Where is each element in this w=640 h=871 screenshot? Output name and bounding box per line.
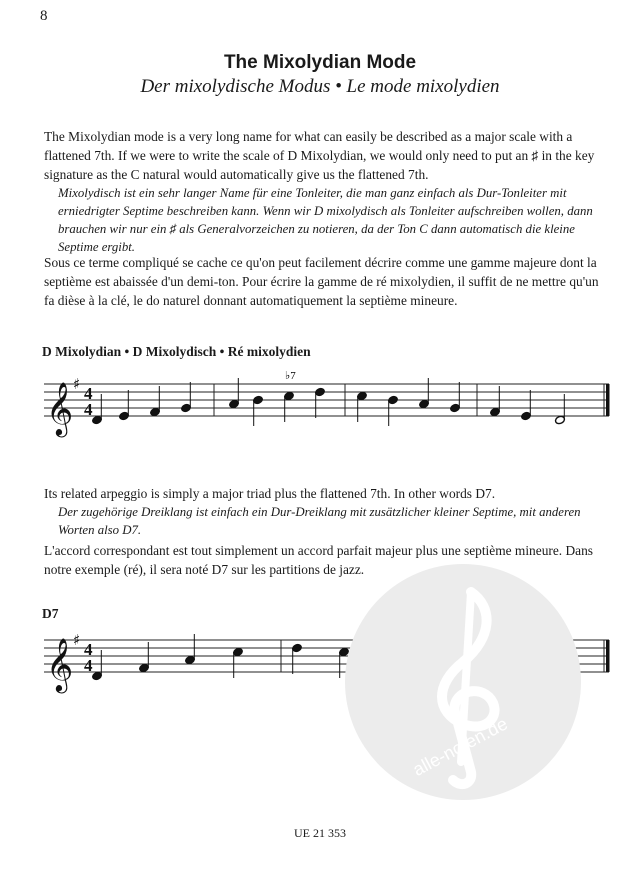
intro-german [58,184,604,256]
watermark-logo [343,562,583,802]
example2-heading: D7 [42,606,59,621]
sharp-symbol: ♯ [169,222,177,236]
final-barline-thick [606,640,610,672]
intro-english-text-1: The Mixolydian mode is a very long name for what can easily be described as a major scale with a flattened 7th. If we were to write the scale of D Mixolydian, we would only need to put an [44,129,573,163]
key-signature-sharp-icon: ♯ [73,631,81,649]
arpeggio-english: Its related arpeggio is simply a major triad plus the flattened 7th. In other words D7. [44,486,496,501]
svg-text:alle-noten.de: alle-noten.de [409,713,511,780]
arpeggio-german: Der zugehörige Dreiklang ist einfach ein Dur-Dreiklang mit zusätzlicher kleiner Septime, mit anderen Worten also D7. [58,505,581,537]
time-signature-bottom: 4 [84,400,93,419]
final-barline-thick [606,384,610,416]
page-subtitle: Der mixolydische Modus • Le mode mixolydien [140,76,500,97]
key-signature-sharp-icon: ♯ [73,375,81,393]
treble-clef-icon: 𝄞 [46,637,74,691]
scale-staff [0,370,640,440]
intro-german-text-2: als Generalvorzeichen zu notieren, da der Ton C dann automatisch die kleine Septime ergibt. [58,222,575,254]
arpeggio-french: L'accord correspondant est tout simplement un accord parfait majeur plus une septième mineure. Dans notre exemple (ré), il sera noté D7 sur les partitions de jazz. [44,543,594,577]
treble-clef-icon: 𝄞 [46,381,74,435]
intro-french: Sous ce terme compliqué se cache ce qu'on peut facilement décrire comme une gamme majeure dont la septième est abaissée d'un demi-ton. Pour écrire la gamme de ré mixolydien, il suffit de ne mettre qu'un fa dièse à la clé, le do naturel donnant automatiquement la septième mineure. [44,255,599,308]
time-signature-bottom: 4 [84,656,93,675]
page-title: The Mixolydian Mode [223,52,417,73]
sharp-symbol: ♯ [531,148,539,163]
flat-seven-annotation: ♭7 [285,370,296,382]
page-number: 8 [40,8,48,24]
time-signature-top: 4 [84,384,93,403]
intro-english-text-2: in the key signature as the C natural would automatically give us the flattened 7th. [44,148,595,182]
example1-heading: D Mixolydian • D Mixolydisch • Ré mixolydien [42,344,311,359]
intro-english [44,127,604,184]
time-signature-top: 4 [84,640,93,659]
footer-code: UE 21 353 [294,826,346,840]
intro-german-text-1: Mixolydisch ist ein sehr langer Name für eine Tonleiter, die man ganz einfach als Dur-Tonleiter mit erniedrigter Septime beschreiben kann. Wenn wir D mixolydisch als Tonleiter aufschreiben wollen, dann brauchen wir nur ein [58,186,593,236]
